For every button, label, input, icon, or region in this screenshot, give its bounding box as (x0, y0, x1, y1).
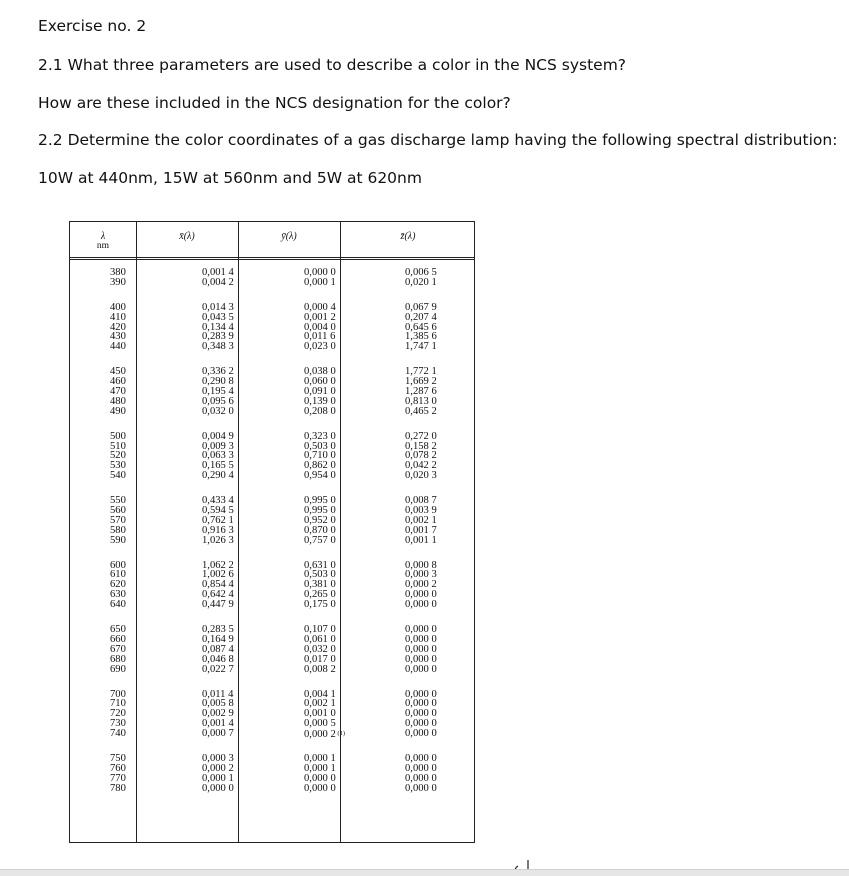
z-bar-cell: 0,000 0 (405, 762, 437, 774)
wavelength-cell: 640 (110, 599, 126, 611)
wavelength-cell: 470 (110, 386, 126, 398)
y-bar-cell: 0,710 0 (304, 450, 336, 462)
x-bar-cell: 0,095 6 (202, 395, 234, 407)
x-bar-cell: 0,762 1 (202, 514, 234, 526)
y-bar-cell: 0,870 0 (304, 524, 336, 536)
wavelength-cell: 520 (110, 450, 126, 462)
table-row-group (304, 561, 345, 610)
z-bar-cell: 0,000 0 (405, 752, 437, 764)
table-row-group (405, 690, 437, 739)
z-bar-cell: 0,813 0 (405, 395, 437, 407)
wavelength-cell: 710 (110, 698, 126, 710)
z-bar-cell: 0,000 3 (405, 569, 437, 581)
header-x-bar: x̄(λ) (179, 231, 195, 242)
z-bar-cell: 0,000 0 (405, 728, 437, 740)
x-bar-cell: 0,087 4 (202, 643, 234, 655)
y-bar-cell: 0,265 0 (304, 589, 336, 601)
z-bar-cell: 1,772 1 (405, 366, 437, 378)
exercise-title: Exercise no. 2 (38, 17, 147, 35)
z-bar-cell: 0,000 0 (405, 698, 437, 710)
y-bar-cell: 0,175 0 (304, 599, 336, 611)
table-row-group (110, 625, 126, 674)
x-bar-cell: 0,004 9 (202, 430, 234, 442)
y-bar-column (304, 268, 345, 809)
y-bar-cell: 0,952 0 (304, 514, 336, 526)
table-row-group (304, 690, 345, 739)
x-bar-cell: 0,004 2 (202, 276, 234, 288)
y-bar-cell: 0,023 0 (304, 341, 336, 353)
x-bar-cell: 0,000 0 (202, 782, 234, 794)
x-bar-cell: 0,014 3 (202, 301, 234, 313)
y-bar-cell: 0,008 2 (304, 663, 336, 675)
y-bar-cell: 0,381 0 (304, 579, 336, 591)
z-bar-cell: 0,006 5 (405, 267, 437, 278)
table-row-group (304, 496, 345, 545)
x-bar-cell: 0,002 9 (202, 708, 234, 720)
x-bar-cell: 0,005 8 (202, 698, 234, 710)
table-row-group (202, 625, 234, 674)
y-bar-cell: 0,000 2 (1) (304, 729, 345, 741)
x-bar-cell: 0,000 2 (202, 762, 234, 774)
table-row-group (110, 367, 126, 416)
wavelength-cell: 450 (110, 366, 126, 378)
wavelength-cell: 660 (110, 633, 126, 645)
wavelength-cell: 610 (110, 569, 126, 581)
header-y-bar: ȳ(λ) (281, 231, 297, 242)
x-bar-cell: 0,009 3 (202, 440, 234, 452)
x-bar-cell: 0,642 4 (202, 589, 234, 601)
wavelength-cell: 590 (110, 534, 126, 546)
y-bar-cell: 0,038 0 (304, 366, 336, 378)
wavelength-cell: 630 (110, 589, 126, 601)
y-bar-cell: 0,757 0 (304, 534, 336, 546)
column-divider (136, 222, 137, 842)
wavelength-cell: 390 (110, 276, 126, 288)
z-bar-cell: 0,000 0 (405, 688, 437, 700)
y-bar-cell: 0,001 2 (304, 311, 336, 323)
wavelength-cell: 410 (110, 311, 126, 323)
table-row-group (202, 268, 234, 288)
z-bar-cell: 0,000 0 (405, 624, 437, 636)
x-bar-cell: 0,046 8 (202, 653, 234, 665)
x-bar-cell: 0,447 9 (202, 599, 234, 611)
y-bar-cell: 0,001 0 (304, 708, 336, 720)
y-bar-cell: 0,000 0 (304, 772, 336, 784)
z-bar-cell: 0,020 3 (405, 470, 437, 482)
z-bar-cell: 0,000 0 (405, 589, 437, 601)
table-row-group (202, 367, 234, 416)
x-bar-cell: 1,002 6 (202, 569, 234, 581)
y-bar-cell: 0,208 0 (304, 405, 336, 417)
x-bar-cell: 0,283 9 (202, 331, 234, 343)
x-bar-cell: 0,000 1 (202, 772, 234, 784)
y-bar-cell: 0,091 0 (304, 386, 336, 398)
y-bar-cell: 0,107 0 (304, 624, 336, 636)
table-row-group (202, 303, 234, 352)
x-bar-cell: 0,290 4 (202, 470, 234, 482)
header-wavelength (70, 231, 136, 251)
z-bar-cell: 0,645 6 (405, 321, 437, 333)
z-bar-cell: 1,385 6 (405, 331, 437, 343)
wavelength-cell: 730 (110, 718, 126, 730)
wavelength-cell: 490 (110, 405, 126, 417)
table-row-group (110, 303, 126, 352)
table-row-group (110, 754, 126, 794)
z-bar-cell: 0,000 0 (405, 708, 437, 720)
y-bar-cell: 0,503 0 (304, 569, 336, 581)
wavelength-cell: 380 (110, 267, 126, 278)
lambda-symbol: λ (100, 231, 106, 242)
wavelength-cell: 620 (110, 579, 126, 591)
x-bar-cell: 0,195 4 (202, 386, 234, 398)
header-z-bar: z̄(λ) (400, 231, 416, 242)
y-bar-cell: 0,323 0 (304, 430, 336, 442)
table-row-group (304, 625, 345, 674)
y-bar-cell: 0,995 0 (304, 505, 336, 517)
table-row-group (110, 496, 126, 545)
x-bar-cell: 0,290 8 (202, 376, 234, 388)
z-bar-cell: 0,001 7 (405, 524, 437, 536)
wavelength-cell: 700 (110, 688, 126, 700)
z-bar-cell: 0,000 2 (405, 579, 437, 591)
z-bar-cell: 0,207 4 (405, 311, 437, 323)
wavelength-cell: 480 (110, 395, 126, 407)
x-bar-cell: 0,336 2 (202, 366, 234, 378)
question-2-1-followup: How are these included in the NCS designation for the color? (38, 94, 511, 112)
x-bar-cell: 1,062 2 (202, 559, 234, 571)
x-bar-cell: 0,000 3 (202, 752, 234, 764)
table-row-group (405, 561, 437, 610)
z-bar-cell: 1,287 6 (405, 386, 437, 398)
y-bar-cell: 0,060 0 (304, 376, 336, 388)
table-row-group (405, 754, 437, 794)
wavelength-cell: 650 (110, 624, 126, 636)
wavelength-cell: 720 (110, 708, 126, 720)
x-bar-cell: 0,063 3 (202, 450, 234, 462)
table-row-group (110, 690, 126, 739)
x-bar-cell: 0,001 4 (202, 718, 234, 730)
question-2-1: 2.1 What three parameters are used to describe a color in the NCS system? (38, 56, 627, 74)
z-bar-cell: 0,000 0 (405, 653, 437, 665)
y-bar-cell: 0,954 0 (304, 470, 336, 482)
table-row-group (405, 496, 437, 545)
header-rule (70, 257, 474, 258)
wavelength-cell: 400 (110, 301, 126, 313)
x-bar-cell: 0,348 3 (202, 341, 234, 353)
z-bar-cell: 1,669 2 (405, 376, 437, 388)
x-bar-cell: 0,011 4 (202, 688, 234, 700)
table-row-group (304, 367, 345, 416)
z-bar-cell: 0,000 0 (405, 633, 437, 645)
y-bar-cell: 0,000 0 (304, 782, 336, 794)
wavelength-cell: 780 (110, 782, 126, 794)
y-bar-cell: 0,004 1 (304, 688, 336, 700)
table-row-group (405, 367, 437, 416)
x-bar-cell: 0,165 5 (202, 460, 234, 472)
z-bar-cell: 0,042 2 (405, 460, 437, 472)
wavelength-cell: 430 (110, 331, 126, 343)
spectral-distribution: 10W at 440nm, 15W at 560nm and 5W at 620nm (38, 169, 422, 187)
z-bar-cell: 0,008 7 (405, 495, 437, 507)
table-row-group (405, 303, 437, 352)
z-bar-cell: 0,000 0 (405, 782, 437, 794)
header-rule-double (70, 259, 474, 260)
wavelength-cell: 750 (110, 752, 126, 764)
cie-color-matching-table (69, 221, 475, 843)
table-row-group (110, 561, 126, 610)
z-bar-cell: 0,000 0 (405, 772, 437, 784)
table-row-group (110, 268, 126, 288)
z-bar-cell: 0,000 0 (405, 599, 437, 611)
x-bar-cell: 1,026 3 (202, 534, 234, 546)
z-bar-cell: 1,747 1 (405, 341, 437, 353)
y-bar-cell: 0,503 0 (304, 440, 336, 452)
wavelength-cell: 570 (110, 514, 126, 526)
x-bar-cell: 0,134 4 (202, 321, 234, 333)
column-divider (238, 222, 239, 842)
x-bar-cell: 0,283 5 (202, 624, 234, 636)
footnote-marker: (1) (335, 730, 345, 738)
x-bar-cell: 0,000 7 (202, 728, 234, 740)
wavelength-cell: 540 (110, 470, 126, 482)
x-bar-cell: 0,433 4 (202, 495, 234, 507)
table-row-group (304, 303, 345, 352)
z-bar-cell: 0,272 0 (405, 430, 437, 442)
table-row-group (202, 754, 234, 794)
z-bar-cell: 0,020 1 (405, 276, 437, 288)
z-bar-cell: 0,000 0 (405, 663, 437, 675)
x-bar-cell: 0,916 3 (202, 524, 234, 536)
z-bar-cell: 0,000 8 (405, 559, 437, 571)
question-2-2: 2.2 Determine the color coordinates of a gas discharge lamp having the following spectral distribution: (38, 131, 838, 149)
z-bar-cell: 0,001 1 (405, 534, 437, 546)
y-bar-cell: 0,000 1 (304, 752, 336, 764)
wavelength-cell: 760 (110, 762, 126, 774)
z-bar-cell: 0,465 2 (405, 405, 437, 417)
wavelength-cell: 690 (110, 663, 126, 675)
x-bar-cell: 0,164 9 (202, 633, 234, 645)
wavelength-column (110, 268, 126, 809)
table-row-group (202, 690, 234, 739)
y-bar-cell: 0,000 5 (304, 718, 336, 730)
y-bar-cell: 0,004 0 (304, 321, 336, 333)
x-bar-cell: 0,594 5 (202, 505, 234, 517)
x-bar-cell: 0,854 4 (202, 579, 234, 591)
z-bar-column (405, 268, 437, 809)
y-bar-cell: 0,000 4 (304, 301, 336, 313)
table-row-group (110, 432, 126, 481)
x-bar-column (202, 268, 234, 809)
y-bar-cell: 0,032 0 (304, 643, 336, 655)
table-row-group (304, 432, 345, 481)
wavelength-cell: 550 (110, 495, 126, 507)
y-bar-cell: 0,000 0 (304, 267, 336, 278)
y-bar-cell: 0,139 0 (304, 395, 336, 407)
table-row-group (405, 268, 437, 288)
x-bar-cell: 0,001 4 (202, 267, 234, 278)
x-bar-cell: 0,043 5 (202, 311, 234, 323)
table-row-group (202, 496, 234, 545)
y-bar-cell: 0,061 0 (304, 633, 336, 645)
z-bar-cell: 0,000 0 (405, 643, 437, 655)
z-bar-cell: 0,078 2 (405, 450, 437, 462)
x-bar-cell: 0,022 7 (202, 663, 234, 675)
table-row-group (202, 432, 234, 481)
y-bar-cell: 0,011 6 (304, 331, 336, 343)
table-row-group (202, 561, 234, 610)
table-row-group (405, 625, 437, 674)
wavelength-cell: 680 (110, 653, 126, 665)
table-row-group (405, 432, 437, 481)
table-row-group (304, 754, 345, 794)
y-bar-cell: 0,995 0 (304, 495, 336, 507)
y-bar-cell: 0,002 1 (304, 698, 336, 710)
x-bar-cell: 0,032 0 (202, 405, 234, 417)
y-bar-cell: 0,017 0 (304, 653, 336, 665)
y-bar-cell: 0,862 0 (304, 460, 336, 472)
unit-label: nm (96, 241, 110, 251)
z-bar-cell: 0,000 0 (405, 718, 437, 730)
z-bar-cell: 0,158 2 (405, 440, 437, 452)
z-bar-cell: 0,002 1 (405, 514, 437, 526)
wavelength-cell: 670 (110, 643, 126, 655)
wavelength-cell: 600 (110, 559, 126, 571)
wavelength-cell: 560 (110, 505, 126, 517)
wavelength-cell: 440 (110, 341, 126, 353)
wavelength-cell: 510 (110, 440, 126, 452)
table-row-group (304, 268, 345, 288)
z-bar-cell: 0,067 9 (405, 301, 437, 313)
z-bar-cell: 0,003 9 (405, 505, 437, 517)
wavelength-cell: 770 (110, 772, 126, 784)
wavelength-cell: 530 (110, 460, 126, 472)
y-bar-cell: 0,000 1 (304, 276, 336, 288)
wavelength-cell: 460 (110, 376, 126, 388)
y-bar-cell: 0,631 0 (304, 559, 336, 571)
wavelength-cell: 580 (110, 524, 126, 536)
wavelength-cell: 740 (110, 728, 126, 740)
wavelength-cell: 420 (110, 321, 126, 333)
wavelength-cell: 500 (110, 430, 126, 442)
window-bottom-edge (0, 869, 849, 876)
y-bar-cell: 0,000 1 (304, 762, 336, 774)
